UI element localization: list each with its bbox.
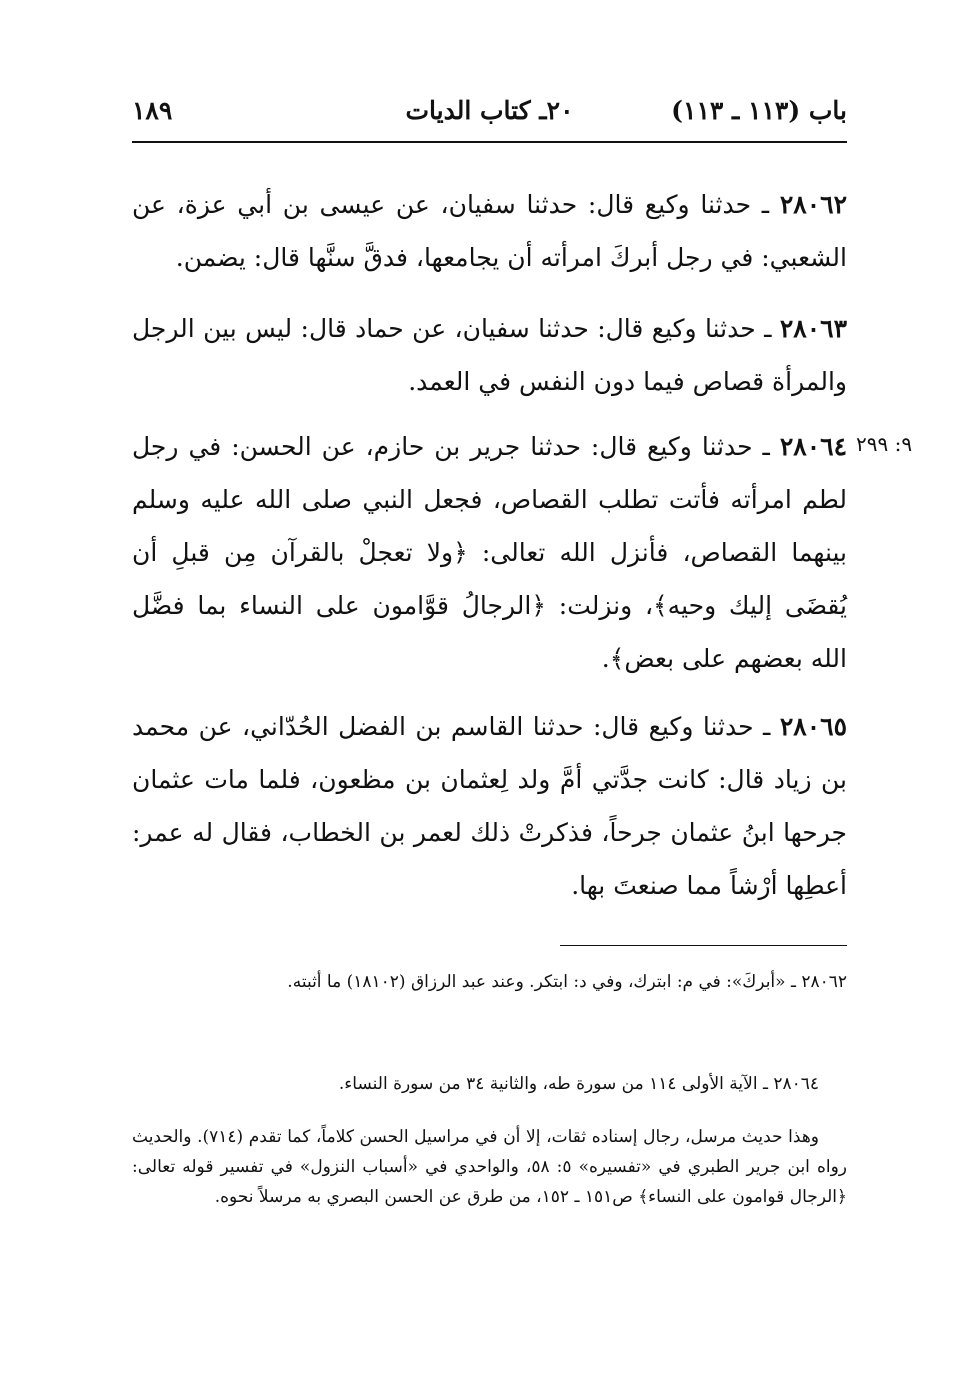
hadith-text: ـ حدثنا وكيع قال: حدثنا سفيان، عن حماد قال: ليس بين الرجل والمرأة قصاص فيما دون النفس في العمد. xyxy=(132,314,847,396)
hadith-text: ـ حدثنا وكيع قال: حدثنا سفيان، عن عيسى بن أبي عزة، عن الشعبي: في رجل أبركَ امرأته أن يجامعها، فدقَّ سنَّها قال: يضمن. xyxy=(132,190,847,272)
hadith-number: ٢٨٠٦٢ xyxy=(779,190,847,219)
running-section-title: باب (١١٣ ـ ١١٣) xyxy=(671,96,847,125)
page-number: ١٨٩ xyxy=(132,96,173,125)
hadith-entry xyxy=(132,700,847,912)
hadith-number: ٢٨٠٦٤ xyxy=(779,432,847,461)
page-header xyxy=(132,88,847,138)
footnote: ٢٨٠٦٢ ـ «أبركَ»: في م: ابترك، وفي د: ابتكر. وعند عبد الرزاق (١٨١٠٢) ما أثبته. xyxy=(287,972,847,992)
hadith-entry xyxy=(132,302,847,408)
hadith-entry xyxy=(132,420,847,685)
margin-reference: ٩: ٢٩٩ xyxy=(856,432,913,456)
header-rule xyxy=(132,141,847,143)
hadith-number: ٢٨٠٦٣ xyxy=(779,314,847,343)
footnote-separator xyxy=(560,945,847,946)
hadith-entry xyxy=(132,178,847,284)
running-book-title: ٢٠ـ كتاب الديات xyxy=(405,96,574,125)
footnote: وهذا حديث مرسل، رجال إسناده ثقات، إلا أن في مراسيل الحسن كلاماً، كما تقدم (٧١٤). والحديث رواه ابن جرير الطبري في «تفسيره» ٥: ٥٨، والواحدي في «أسباب النزول» في تفسير قوله تعالى: ﴿الرجال قوامون على النساء﴾ ص١٥١ ـ ١٥٢، من طرق عن الحسن البصري به مرسلاً نحوه. xyxy=(132,1127,848,1207)
hadith-number: ٢٨٠٦٥ xyxy=(779,712,847,741)
hadith-text: ـ حدثنا وكيع قال: حدثنا جرير بن حازم، عن الحسن: في رجل لطم امرأته فأتت تطلب القصاص، فجعل النبي صلى الله عليه وسلم بينهما القصاص، فأنزل الله تعالى: ﴿ولا تعجلْ بالقرآن مِن قبلِ أن يُقضَى إليك وحيه﴾، ونزلت: ﴿الرجالُ قوَّامون على النساء بما فضَّل الله بعضهم على بعض﴾. xyxy=(132,432,847,673)
footnote: ٢٨٠٦٤ ـ الآية الأولى ١١٤ من سورة طه، والثانية ٣٤ من سورة النساء. xyxy=(338,1074,819,1094)
hadith-text: ـ حدثنا وكيع قال: حدثنا القاسم بن الفضل الحُدّاني، عن محمد بن زياد قال: كانت جدَّتي أمَّ ولد لِعثمان بن مظعون، فلما مات عثمان جرحها ابنُ عثمان جرحاً، فذكرتْ ذلك لعمر بن الخطاب، فقال له عمر: أعطِها أرْشاً مما صنعتَ بها. xyxy=(132,712,847,900)
